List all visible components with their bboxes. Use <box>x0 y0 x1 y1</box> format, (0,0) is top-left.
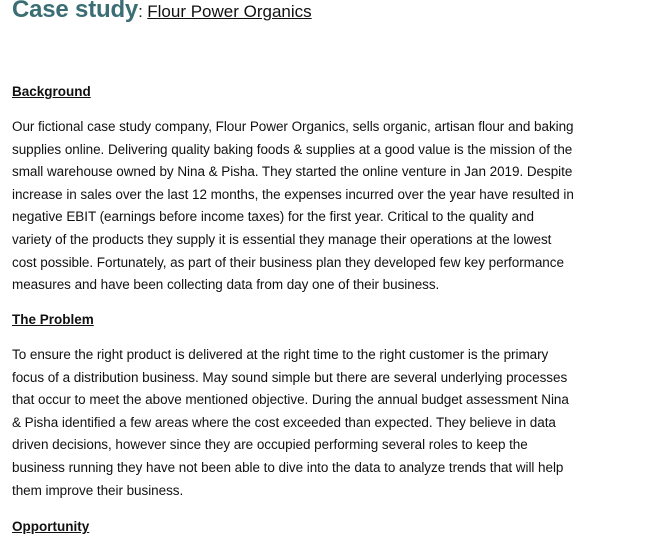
title-main: Case study <box>12 0 139 23</box>
title-separator: : <box>138 2 143 21</box>
paragraph-line: that occur to meet the above mentioned objective. During the annual budget assessment Nina <box>12 392 569 408</box>
document-page <box>12 0 658 534</box>
document-title <box>12 0 658 24</box>
paragraph-line: them improve their business. <box>12 482 184 498</box>
paragraph-line: cost possible. Fortunately, as part of their business plan they developed few key performance <box>12 254 564 270</box>
paragraph-line: To ensure the right product is delivered at the right time to the right customer is the primary <box>12 347 549 362</box>
paragraph-line: measures and have been collecting data from day one of their business. <box>12 277 440 293</box>
section-paragraph-problem <box>12 344 638 502</box>
paragraph-line: driven decisions, however since they are occupied performing several roles to keep the <box>12 437 528 453</box>
paragraph-line: increase in sales over the last 12 months, the expenses incurred over the year have resulted in <box>12 186 574 202</box>
paragraph-line: Our fictional case study company, Flour Power Organics, sells organic, artisan flour and baking <box>12 119 574 134</box>
paragraph-line: negative EBIT (earnings before income taxes) for the first year. Critical to the quality and <box>12 209 534 225</box>
paragraph-line: small warehouse owned by Nina & Pisha. They started the online venture in Jan 2019. Despite <box>12 164 573 180</box>
section-paragraph-background <box>12 116 638 297</box>
title-subtitle: Flour Power Organics <box>147 2 312 21</box>
section-heading-opportunity: Opportunity <box>12 519 90 534</box>
paragraph-line: focus of a distribution business. May sound simple but there are several underlying processes <box>12 369 568 385</box>
section-heading-background: Background <box>12 84 91 99</box>
paragraph-line: business running they have not been able to dive into the data to analyze trends that will help <box>12 459 564 475</box>
paragraph-line: & Pisha identified a few areas where the cost exceeded than expected. They believe in data <box>12 414 556 430</box>
paragraph-line: variety of the products they supply it is essential they manage their operations at the lowest <box>12 231 552 247</box>
section-heading-problem: The Problem <box>12 312 94 327</box>
paragraph-line: supplies online. Delivering quality baking foods & supplies at a good value is the mission of the <box>12 141 573 157</box>
